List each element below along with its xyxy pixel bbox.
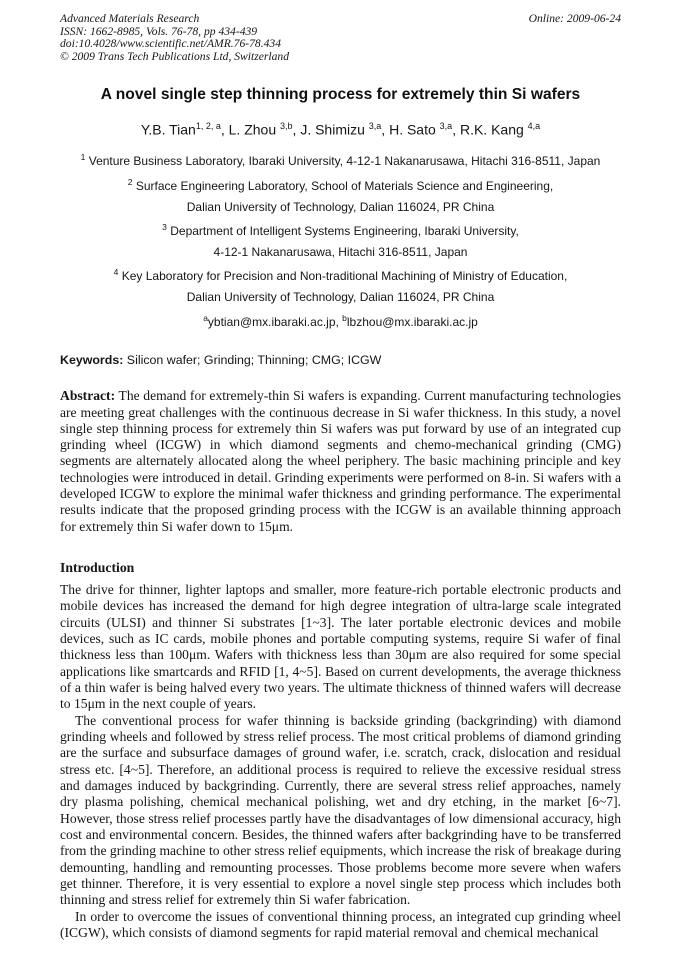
affiliation-superscript: 4 xyxy=(113,267,119,278)
author-name: R.K. Kang xyxy=(459,121,528,138)
affiliation-line xyxy=(60,172,621,197)
journal-name: Advanced Materials Research xyxy=(60,12,200,25)
email-address: lbzhou@mx.ibaraki.ac.jp xyxy=(346,314,478,329)
author-superscript: 3,b xyxy=(280,120,293,131)
intro-paragraph-2: The conventional process for wafer thinning is backside grinding (backgrinding) with diamond grinding wheels and followed by stress relief process. The most critical problems of diamond grinding are the surface and subsurface damages of ground wafer, i.e. scratch, crack, dislocation and residual stress etc. [4~5]. Therefore, an additional process is required to relieve the excessive residual stress and damages induced by backgrinding. Currently, there are several stress relief approaches, namely dry plasma polishing, chemical mechanical polishing, wet and dry etching, in the market [6~7]. However, those stress relief processes partly have the disadvantages of low dimensional accuracy, high cost and environmental concern. Besides, the thinned wafers after backgrinding have to be transferred from the grinding machine to other stress relief equipments, which increase the risk of breakage during demounting, handling and remounting processes. Those problems become more severe when wafers get thinner. Therefore, it is very essential to explore a novel single step process which includes both thinning and stress relief for extremely thin Si wafer fabrication. xyxy=(60,712,621,908)
abstract-label: Abstract: xyxy=(60,388,116,404)
author-superscript: 1, 2, a xyxy=(195,120,221,131)
affiliation-line xyxy=(60,147,621,172)
journal-header xyxy=(60,13,621,64)
affiliation-line xyxy=(60,242,621,263)
author-separator: , xyxy=(220,121,229,138)
paper-title: A novel single step thinning process for extremely thin Si wafers xyxy=(100,85,581,103)
affiliation-line xyxy=(60,217,621,242)
affiliation-text: Dalian University of Technology, Dalian 116024, PR China xyxy=(186,290,495,305)
doi-line: doi:10.4028/www.scientific.net/AMR.76-78.434 xyxy=(60,37,282,51)
intro-paragraph-3: In order to overcome the issues of conventional thinning process, an integrated cup grinding wheel (ICGW), which consists of diamond segments for rapid material removal and chemical mechanical xyxy=(60,908,621,941)
author-name: J. Shimizu xyxy=(300,121,369,138)
abstract-paragraph xyxy=(60,388,621,535)
email-superscript: a xyxy=(203,312,208,323)
copyright-line: © 2009 Trans Tech Publications Ltd, Switzerland xyxy=(60,50,290,64)
affiliation-superscript: 3 xyxy=(162,222,167,233)
affiliation-text: Dalian University of Technology, Dalian 116024, PR China xyxy=(186,199,495,214)
email-superscript: b xyxy=(342,312,347,323)
affiliation-text: 4-12-1 Nakanarusawa, Hitachi 316-8511, Japan xyxy=(213,244,468,259)
affiliation-line xyxy=(60,262,621,287)
author-name: H. Sato xyxy=(389,121,440,138)
affiliation-line xyxy=(60,287,621,308)
keywords-text: Silicon wafer; Grinding; Thinning; CMG; ICGW xyxy=(123,353,382,368)
keywords-line xyxy=(60,353,621,368)
author-separator: , xyxy=(292,121,301,138)
affiliation-text: Department of Intelligent Systems Engineering, Ibaraki University, xyxy=(166,224,519,239)
author-superscript: 3,a xyxy=(368,120,382,131)
affiliation-superscript: 1 xyxy=(80,152,86,163)
emails-line xyxy=(60,308,621,333)
affiliation-superscript: 2 xyxy=(127,177,133,188)
email-address: ybtian@mx.ibaraki.ac.jp, xyxy=(207,314,343,329)
author-superscript: 3,a xyxy=(439,120,453,131)
author-separator: , xyxy=(452,121,460,138)
abstract-text: The demand for extremely-thin Si wafers is expanding. Current manufacturing technologies are meeting great challenges with the continuous decrease in Si wafer thickness. In this study, a novel single step thinning process for extremely thin Si wafers was put forward by use of an integrated cup grinding wheel (ICGW) in which diamond segments and chemo-mechanical grinding (CMG) segments are alternately allocated along the wheel periphery. The basic machining principle and key technologies were introduced in detail. Grinding experiments were performed on 8-in. Si wafers with a developed ICGW to explore the minimal wafer thickness and grinding performance. The experimental results indicate that the proposed grinding process with the ICGW is an available thinning approach for extremely thin Si wafer down to 15μm. xyxy=(60,388,621,534)
online-date: Online: 2009-06-24 xyxy=(528,12,621,25)
affiliation-text: Key Laboratory for Precision and Non-traditional Machining of Ministry of Education, xyxy=(118,269,568,284)
author-separator: , xyxy=(381,121,390,138)
introduction-heading: Introduction xyxy=(60,559,135,575)
journal-header-left xyxy=(60,13,289,64)
affiliations-block xyxy=(60,147,621,332)
affiliation-text: Venture Business Laboratory, Ibaraki University, 4-12-1 Nakanarusawa, Hitachi 316-8511, Japan xyxy=(85,154,601,169)
affiliation-text: Surface Engineering Laboratory, School of Materials Science and Engineering, xyxy=(132,179,554,194)
author-name: Y.B. Tian xyxy=(140,121,196,138)
keywords-label: Keywords: xyxy=(60,353,124,368)
intro-paragraph-1: The drive for thinner, lighter laptops and smaller, more feature-rich portable electronic products and mobile devices has increased the demand for high degree integration of ultra-large scale integrated circuits (ULSI) and thinner Si substrates [1~3]. The later portable electronic devices and mobile devices, such as IC cards, mobile phones and portable computing systems, require Si wafer of final thickness less than 100μm. Wafers with thickness less than 30μm are also required for some special applications like smartcards and RFID [1, 4~5]. Based on current developments, the average thickness of a thin wafer is being halved every two years. The ultimate thickness of thinned wafers will decrease to 15μm in the next couple of years. xyxy=(60,581,621,712)
authors-line xyxy=(60,118,621,139)
issn-line: ISSN: 1662-8985, Vols. 76-78, pp 434-439 xyxy=(60,24,258,38)
author-superscript: 4,a xyxy=(527,120,541,131)
affiliation-line xyxy=(60,197,621,218)
author-name: L. Zhou xyxy=(228,121,281,138)
